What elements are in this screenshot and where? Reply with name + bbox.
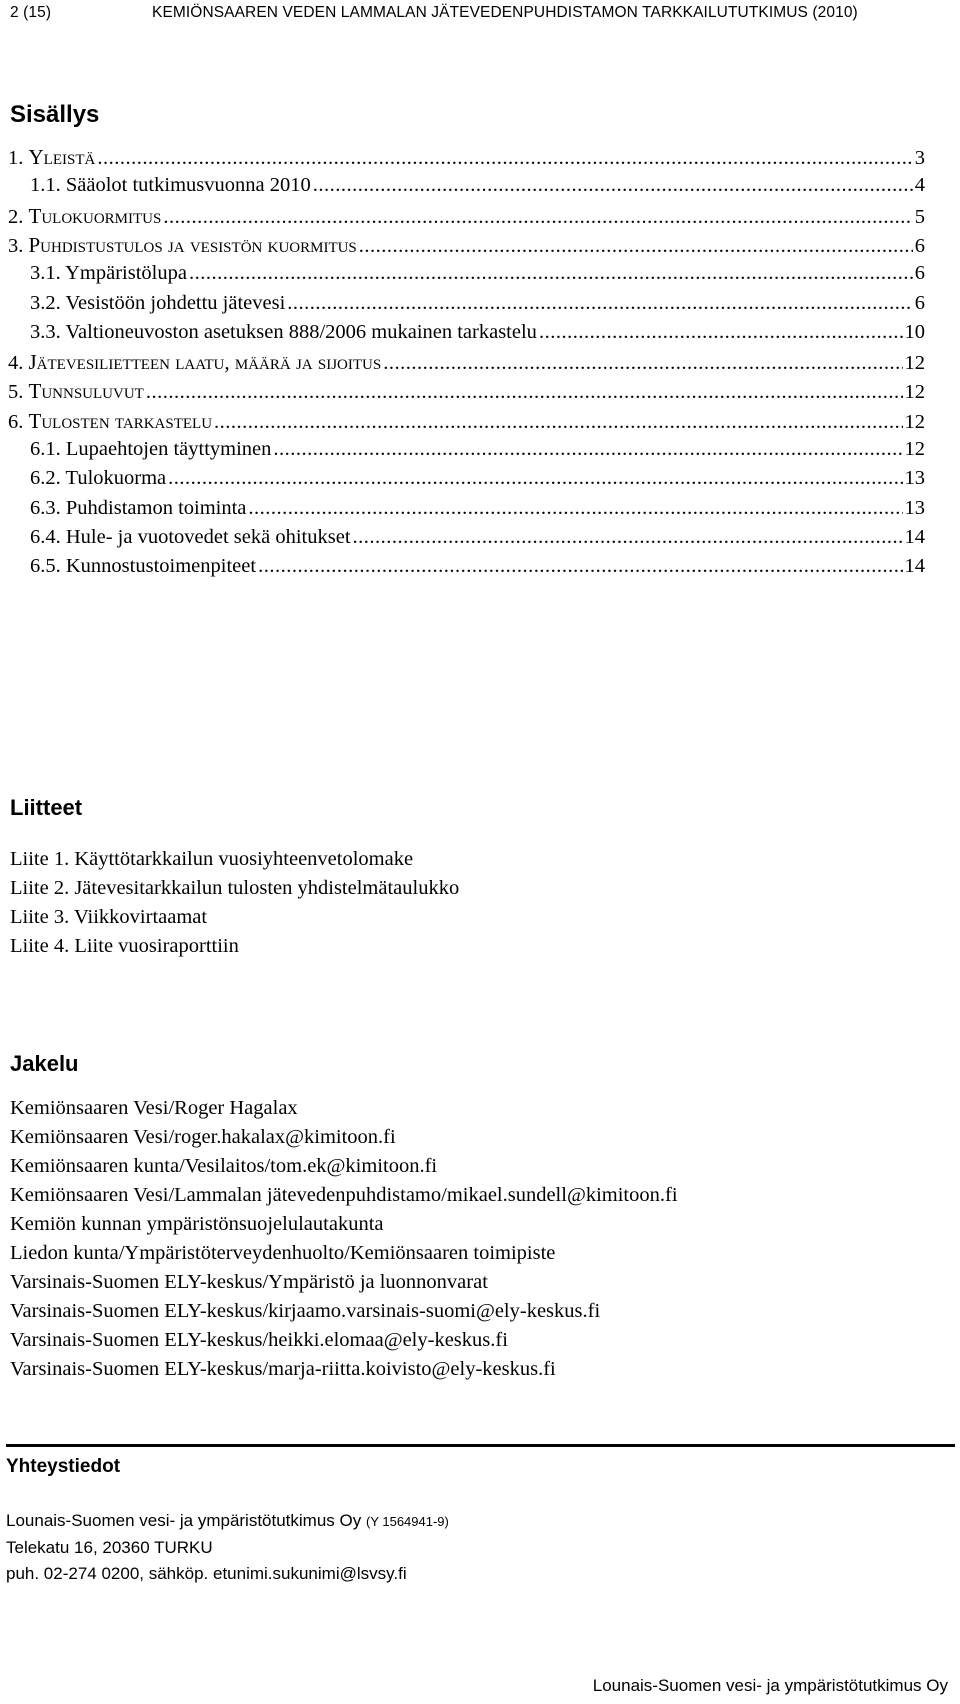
toc-entry-label — [8, 233, 357, 258]
toc-leader-dots — [313, 174, 913, 197]
toc-entry-text: Jätevesilietteen laatu, määrä ja sijoitus — [28, 350, 382, 375]
toc-leader-dots — [539, 321, 903, 344]
toc-entry-label — [8, 145, 95, 170]
appendix-item: Liite 3. Viikkovirtaamat — [10, 906, 208, 928]
toc-entry[interactable] — [30, 555, 925, 585]
distribution-item: Kemiönsaaren Vesi/Lammalan jätevedenpuhdistamo/mikael.sundell@kimitoon.fi — [10, 1184, 678, 1206]
toc-entry-number: 6.5. — [30, 555, 61, 578]
toc-entry-text: Puhdistamon toiminta — [65, 496, 247, 519]
toc-entry-label — [30, 174, 311, 197]
toc-page-number: 13 — [904, 467, 925, 490]
toc-page-number: 12 — [904, 410, 925, 433]
toc-leader-dots — [146, 381, 903, 404]
toc-entry-label — [8, 379, 144, 404]
toc-page-number: 4 — [914, 174, 925, 197]
toc-page-number: 10 — [904, 320, 925, 343]
toc-entry-number: 5. — [8, 381, 24, 404]
toc-entry-label — [30, 526, 351, 549]
toc-entry-number: 3. — [8, 234, 24, 257]
toc-entry[interactable] — [8, 379, 925, 409]
toc-entry-number: 2. — [8, 205, 24, 228]
toc-entry[interactable] — [30, 174, 925, 204]
toc-entry[interactable] — [30, 526, 925, 556]
distribution-title: Jakelu — [10, 1051, 79, 1076]
distribution-item: Kemiönsaaren Vesi/Roger Hagalax — [10, 1097, 298, 1119]
toc-entry-text: Yleistä — [28, 145, 96, 169]
toc-entry-text: Tulosten tarkastelu — [28, 408, 213, 433]
toc-page-number: 3 — [914, 147, 925, 169]
toc-leader-dots — [189, 262, 913, 285]
toc-entry-label — [30, 321, 537, 344]
toc-entry[interactable] — [8, 350, 925, 380]
distribution-item: Kemiönsaaren kunta/Vesilaitos/tom.ek@kimitoon.fi — [10, 1155, 438, 1177]
distribution-item: Kemiön kunnan ympäristönsuojelulautakunta — [10, 1213, 384, 1235]
toc-entry-number: 4. — [8, 352, 24, 375]
toc-leader-dots — [248, 497, 902, 520]
toc-entry[interactable] — [8, 409, 925, 439]
distribution-item: Varsinais-Suomen ELY-keskus/marja-riitta.koivisto@ely-keskus.fi — [10, 1358, 556, 1380]
toc-entry-label — [8, 409, 212, 434]
toc-leader-dots — [287, 292, 912, 315]
toc-entry-label — [30, 292, 285, 315]
toc-entry-number: 6.4. — [30, 525, 61, 548]
toc-entry-text: Puhdistustulos ja vesistön kuormitus — [28, 232, 357, 257]
page-number: 2 (15) — [10, 4, 52, 21]
contact-business-id: (Y 1564941-9) — [365, 1514, 449, 1529]
toc-entry[interactable] — [8, 204, 925, 234]
toc-leader-dots — [273, 438, 902, 461]
toc-entry-text: Tunnsuluvut — [28, 379, 144, 404]
toc-page-number: 12 — [904, 438, 925, 460]
distribution-item: Varsinais-Suomen ELY-keskus/Ympäristö ja luonnonvarat — [10, 1271, 488, 1293]
toc-page-number: 6 — [914, 291, 925, 314]
toc-entry[interactable] — [30, 292, 925, 322]
contact-company: Lounais-Suomen vesi- ja ympäristötutkimus Oy — [6, 1511, 362, 1530]
contact-title: Yhteystiedot — [6, 1456, 121, 1477]
toc-entry[interactable] — [8, 145, 925, 175]
toc-entry-text: Sääolot tutkimusvuonna 2010 — [65, 174, 311, 197]
toc-entry-number: 3.1. — [30, 262, 61, 285]
toc-leader-dots — [359, 235, 913, 258]
appendices-title: Liitteet — [10, 795, 83, 820]
toc-page-number: 12 — [904, 352, 925, 375]
distribution-item: Kemiönsaaren Vesi/roger.hakalax@kimitoon.fi — [10, 1126, 396, 1148]
toc-entry-number: 1.1. — [30, 174, 61, 197]
toc-page-number: 6 — [914, 262, 925, 285]
toc-leader-dots — [383, 352, 902, 375]
toc-entry-number: 6. — [8, 410, 24, 433]
toc-entry[interactable] — [30, 497, 925, 527]
toc-entry-label — [30, 555, 256, 578]
toc-entry-number: 6.3. — [30, 496, 61, 519]
toc-entry-text: Kunnostustoimenpiteet — [65, 555, 257, 578]
toc-entry-text: Lupaehtojen täyttyminen — [65, 438, 272, 460]
toc-entry-text: Hule- ja vuotovedet sekä ohitukset — [65, 525, 351, 548]
toc-entry-label — [8, 350, 381, 375]
toc-leader-dots — [97, 147, 912, 170]
toc-page-number: 6 — [914, 234, 925, 257]
toc-entry-number: 6.2. — [30, 467, 61, 490]
toc-leader-dots — [214, 411, 902, 434]
toc-entry-text: Tulokuormitus — [28, 203, 162, 228]
toc-entry[interactable] — [30, 262, 925, 292]
toc-entry-label — [30, 262, 187, 285]
toc-entry-text: Vesistöön johdettu jätevesi — [65, 291, 286, 314]
toc-leader-dots — [163, 206, 912, 229]
toc-entry-number: 3.2. — [30, 291, 61, 314]
appendix-item: Liite 2. Jätevesitarkkailun tulosten yhdistelmätaulukko — [10, 877, 460, 899]
toc-entry-text: Tulokuorma — [65, 467, 167, 490]
toc-entry[interactable] — [30, 321, 925, 351]
toc-entry[interactable] — [30, 438, 925, 468]
toc-page-number: 12 — [904, 381, 925, 404]
toc-title: Sisällys — [10, 101, 100, 128]
appendix-item: Liite 1. Käyttötarkkailun vuosiyhteenvetolomake — [10, 848, 414, 870]
toc-entry[interactable] — [8, 233, 925, 263]
page-header — [10, 4, 948, 22]
toc-leader-dots — [168, 467, 902, 490]
distribution-item: Varsinais-Suomen ELY-keskus/kirjaamo.varsinais-suomi@ely-keskus.fi — [10, 1300, 601, 1322]
page-footer: Lounais-Suomen vesi- ja ympäristötutkimus Oy — [592, 1676, 948, 1695]
toc-page-number: 14 — [904, 525, 925, 548]
toc-leader-dots — [258, 555, 902, 578]
appendix-item: Liite 4. Liite vuosiraporttiin — [10, 935, 239, 957]
divider — [6, 1444, 955, 1447]
report-title: KEMIÖNSAAREN VEDEN LAMMALAN JÄTEVEDENPUHDISTAMON TARKKAILUTUTKIMUS (2010) — [152, 4, 858, 21]
distribution-item: Liedon kunta/Ympäristöterveydenhuolto/Kemiönsaaren toimipiste — [10, 1242, 556, 1264]
toc-page-number: 13 — [904, 496, 925, 519]
toc-entry-label — [30, 467, 166, 490]
toc-entry-label — [8, 204, 161, 229]
distribution-list — [10, 1097, 678, 1387]
toc-entry-number: 1. — [8, 147, 24, 169]
distribution-item: Varsinais-Suomen ELY-keskus/heikki.elomaa@ely-keskus.fi — [10, 1329, 508, 1351]
toc-entry[interactable] — [30, 467, 925, 497]
toc-entry-number: 3.3. — [30, 320, 61, 343]
contact-phone-email: puh. 02-274 0200, sähköp. etunimi.sukunimi@lsvsy.fi — [6, 1564, 407, 1583]
toc-entry-text: Ympäristölupa — [65, 262, 187, 285]
contact-address: Telekatu 16, 20360 TURKU — [6, 1538, 213, 1557]
toc-entry-number: 6.1. — [30, 438, 61, 460]
toc-entry-label — [30, 438, 271, 461]
toc-leader-dots — [353, 526, 903, 549]
toc-page-number: 14 — [904, 555, 925, 578]
appendix-list — [10, 848, 459, 964]
contact-info — [6, 1508, 449, 1587]
toc-entry-text: Valtioneuvoston asetuksen 888/2006 mukainen tarkastelu — [65, 320, 537, 343]
toc-page-number: 5 — [914, 205, 925, 228]
toc-entry-label — [30, 497, 246, 520]
